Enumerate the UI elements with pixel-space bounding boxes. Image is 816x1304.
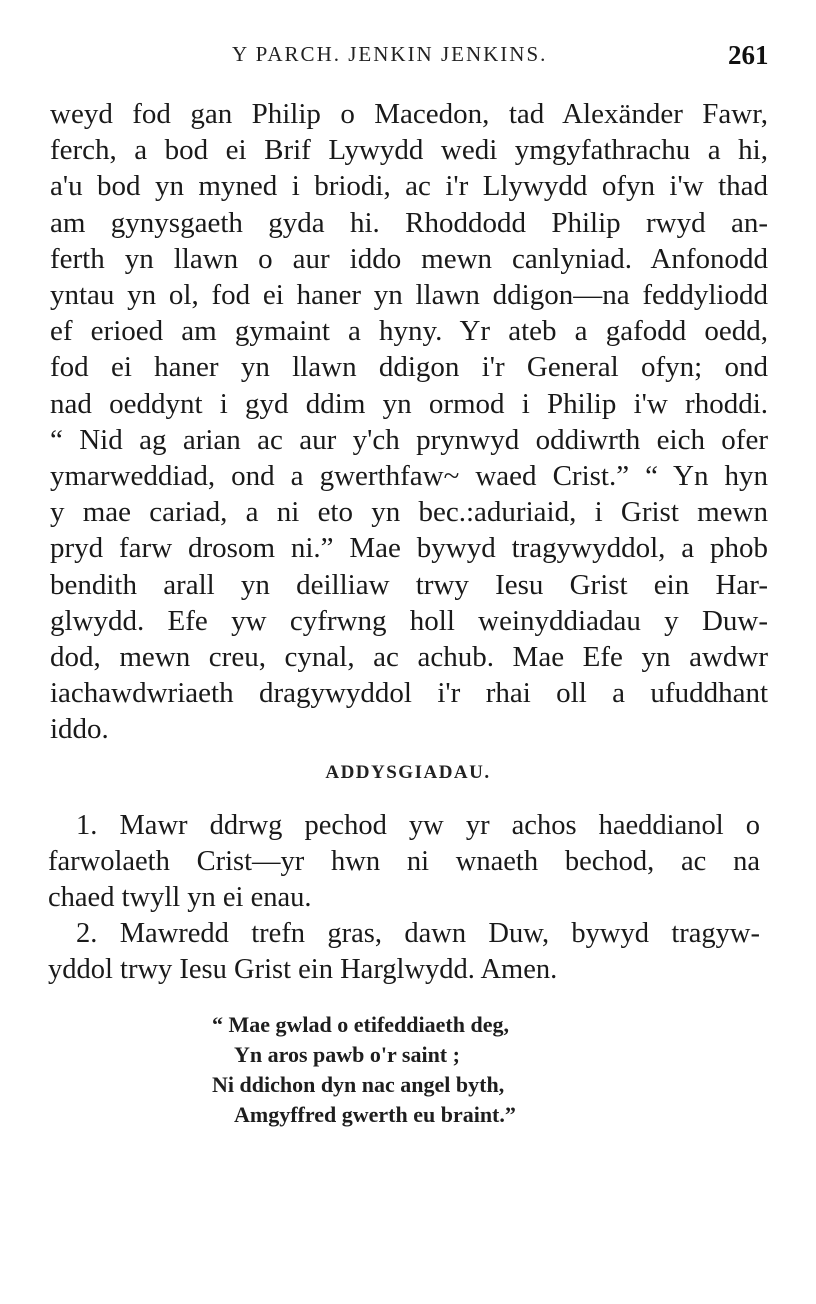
section-heading: ADDYSGIADAU. (325, 762, 491, 783)
reflection-item (48, 916, 760, 988)
main-paragraph (50, 96, 768, 748)
text-line: ef erioed am gymaint a hyny. Yr ateb a gafodd oedd, (50, 315, 768, 348)
text-line: yddol trwy Iesu Grist ein Harglwydd. Amen. (48, 954, 558, 985)
text-line: pryd farw drosom ni.” Mae bywyd tragywyddol, a phob (50, 532, 768, 565)
text-line: chaed twyll yn ei enau. (48, 882, 312, 913)
reflection-item (48, 808, 760, 916)
text-line: dod, mewn creu, cynal, ac achub. Mae Efe yn awdwr (50, 641, 768, 674)
verse-line: Yn aros pawb o'r saint ; (234, 1042, 460, 1067)
text-line: fod ei haner yn llawn ddigon i'r General ofyn; ond (50, 351, 768, 384)
reflections-list (48, 808, 760, 988)
text-line: “ Nid ag arian ac aur y'ch prynwyd oddiwrth eich ofer (50, 423, 768, 456)
text-line: bendith arall yn deilliaw trwy Iesu Grist ein Har- (50, 568, 768, 601)
text-line: glwydd. Efe yw cyfrwng holl weinyddiadau y Duw- (50, 604, 768, 637)
text-line: ferth yn llawn o aur iddo mewn canlyniad. Anfonodd (50, 242, 768, 275)
text-line: 2. Mawredd trefn gras, dawn Duw, bywyd tragyw- (76, 918, 760, 949)
text-line: weyd fod gan Philip o Macedon, tad Alexänder Fawr, (50, 98, 768, 130)
running-title: Y PARCH. JENKIN JENKINS. (232, 42, 548, 66)
verse-line: Ni ddichon dyn nac angel byth, (212, 1072, 505, 1097)
text-line: am gynysgaeth gyda hi. Rhoddodd Philip rwyd an- (50, 206, 768, 239)
text-line: nad oeddynt i gyd ddim yn ormod i Philip i'w rhoddi. (50, 387, 768, 420)
text-line: yntau yn ol, fod ei haner yn llawn ddigon—na feddyliodd (50, 279, 768, 312)
verse-line: Amgyffred gwerth eu braint.” (234, 1102, 516, 1127)
text-line: ymarweddiad, ond a gwerthfaw~ waed Crist.” “ Yn hyn (50, 460, 768, 493)
text-line: a'u bod yn myned i briodi, ac i'r Llywydd ofyn i'w thad (50, 170, 768, 203)
text-line: iachawdwriaeth dragywyddol i'r rhai oll a ufuddhant (50, 677, 768, 710)
verse-line: “ Mae gwlad o etifeddiaeth deg, (212, 1012, 509, 1037)
hymn-verse (212, 1010, 632, 1130)
page-number: 261 (728, 40, 769, 70)
text-line: iddo. (50, 713, 109, 746)
text-line: y mae cariad, a ni eto yn bec.:aduriaid, i Grist mewn (50, 496, 768, 529)
text-line: ferch, a bod ei Brif Lywydd wedi ymgyfathrachu a hi, (50, 134, 768, 167)
text-line: 1. Mawr ddrwg pechod yw yr achos haeddianol o (76, 810, 760, 841)
text-line: farwolaeth Crist—yr hwn ni wnaeth bechod, ac na (48, 846, 760, 877)
